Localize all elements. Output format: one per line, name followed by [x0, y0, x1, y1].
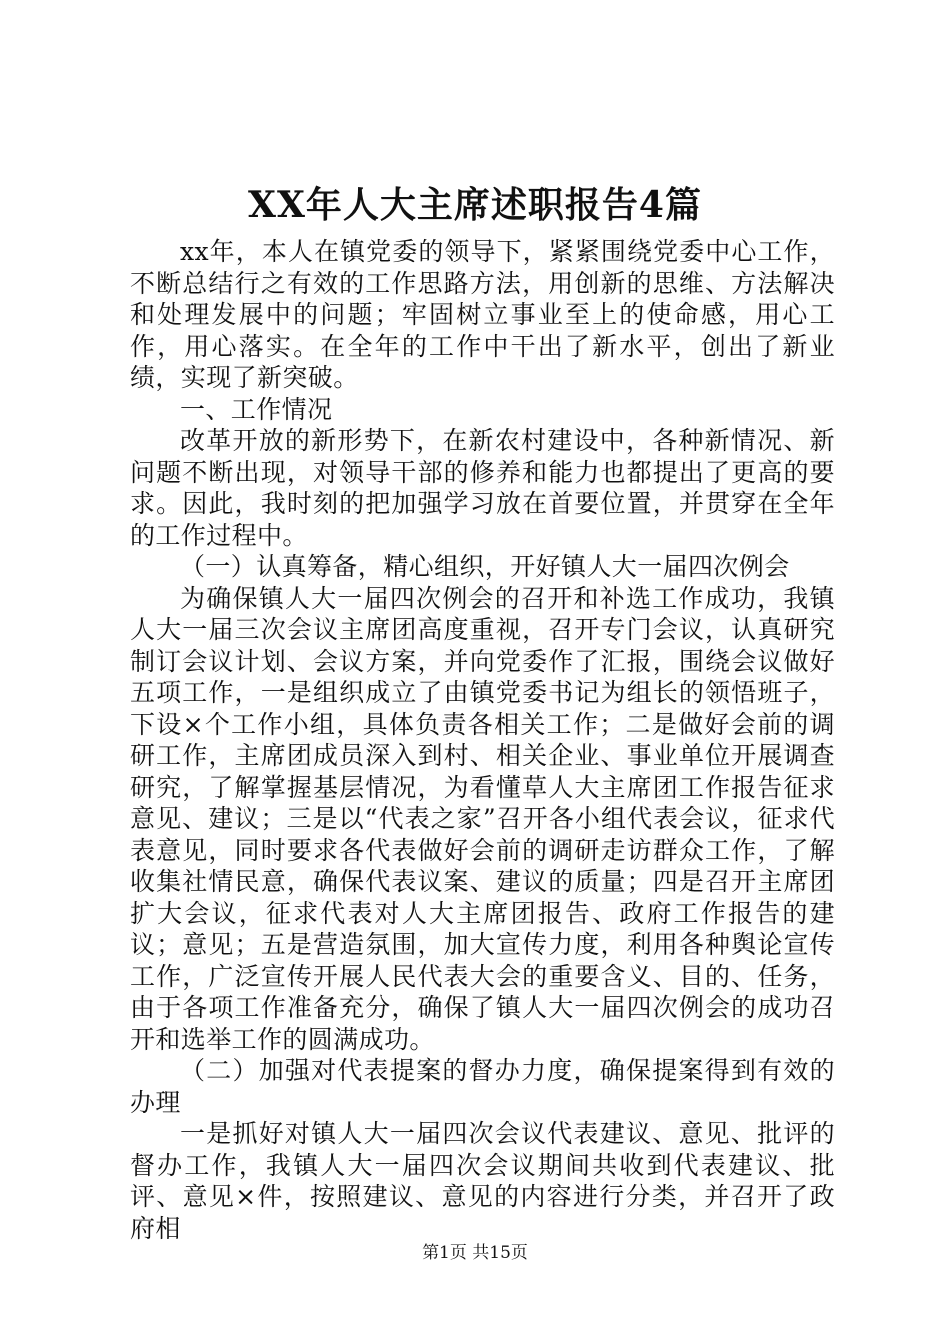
document-title: XX年人大主席述职报告4篇 — [248, 184, 702, 226]
section-heading-work-situation: 一、工作情况 — [180, 394, 333, 424]
paragraph-intro: xx年，本人在镇党委的领导下，紧紧围绕党委中心工作，不断总结行之有效的工作思路方法，用创新的思维、方法解决和处理发展中的问题；牢固树立事业至上的使命感，用心工作，用心落实。在全年的工作中干出了新水平，创出了新业绩，实现了新突破。 — [130, 237, 835, 392]
paragraph-meeting-preparation: 为确保镇人大一届四次例会的召开和补选工作成功，我镇人大一届三次会议主席团高度重视，召开专门会议，认真研究制订会议计划、会议方案，并向党委作了汇报，围绕会议做好五项工作，一是组织成立了由镇党委书记为组长的领悟班子，下设×个工作小组，具体负责各相关工作；二是做好会前的调研工作，主席团成员深入到村、相关企业、事业单位开展调查研究，了解掌握基层情况，为看懂草人大主席团工作报告征求意见、建议；三是以“代表之家”召开各小组代表会议，征求代表意见，同时要求各代表做好会前的调研走访群众工作，了解收集社情民意，确保代表议案、建议的质量；四是召开主席团扩大会议，征求代表对人大主席团报告、政府工作报告的建议；意见；五是营造氛围，加大宣传力度，利用各种舆论宣传工作，广泛宣传开展人民代表大会的重要含义、目的、任务，由于各项工作准备充分，确保了镇人大一届四次例会的成功召开和选举工作的圆满成功。 — [130, 583, 835, 1054]
subsection-heading-1: （一）认真筹备，精心组织，开好镇人大一届四次例会 — [180, 552, 790, 581]
subsection-heading-2: （二）加强对代表提案的督办力度，确保提案得到有效的办理 — [130, 1056, 835, 1117]
page-footer: 第1页 共15页 — [422, 1243, 528, 1263]
document-body — [130, 236, 835, 1244]
paragraph-learning: 改革开放的新形势下，在新农村建设中，各种新情况、新问题不断出现，对领导干部的修养和能力也都提出了更高的要求。因此，我时刻的把加强学习放在首要位置，并贯穿在全年的工作过程中。 — [130, 426, 835, 550]
paragraph-proposal-supervision: 一是抓好对镇人大一届四次会议代表建议、意见、批评的督办工作，我镇人大一届四次会议期间共收到代表建议、批评、意见×件，按照建议、意见的内容进行分类，并召开了政府相 — [130, 1119, 835, 1243]
